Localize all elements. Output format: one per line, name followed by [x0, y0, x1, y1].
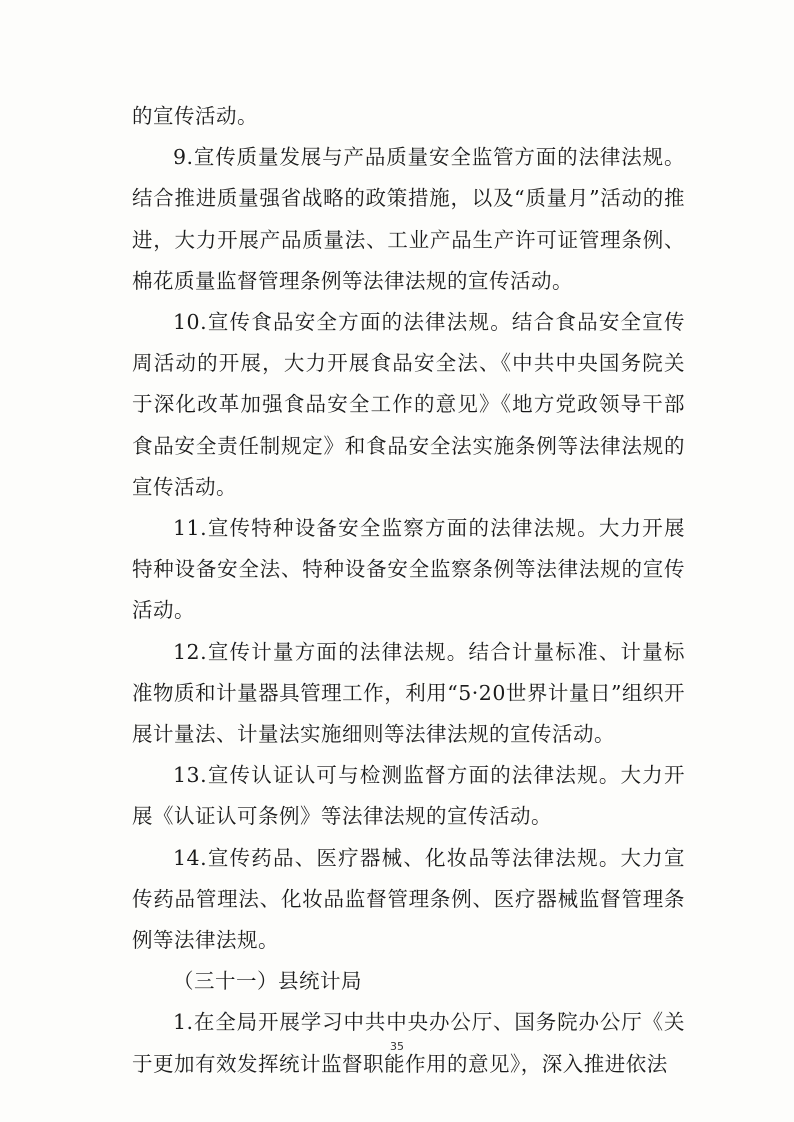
paragraph-item-1: 1.在全局开展学习中共中央办公厅、国务院办公厅《关于更加有效发挥统计监督职能作用的意见》，深入推进依法: [132, 1010, 685, 1076]
paragraph-item-13: 13.宣传认证认可与检测监督方面的法律法规。大力开展《认证认可条例》等法律法规的宣传活动。: [132, 763, 685, 829]
paragraph-item-10: 10.宣传食品安全方面的法律法规。结合食品安全宣传周活动的开展，大力开展食品安全法、《中共中央国务院关于深化改革加强食品安全工作的意见》《地方党政领导干部食品安全责任制规定》和食品安全法实施条例等法律法规的宣传活动。: [132, 310, 685, 499]
paragraph-item-9: 9.宣传质量发展与产品质量安全监管方面的法律法规。结合推进质量强省战略的政策措施，以及“质量月”活动的推进，大力开展产品质量法、工业产品生产许可证管理条例、棉花质量监督管理条例等法律法规的宣传活动。: [132, 145, 685, 293]
paragraph-item-11: 11.宣传特种设备安全监察方面的法律法规。大力开展特种设备安全法、特种设备安全监察条例等法律法规的宣传活动。: [132, 516, 685, 623]
document-body: [132, 96, 685, 1085]
paragraph-item-12: 12.宣传计量方面的法律法规。结合计量标准、计量标准物质和计量器具管理工作，利用“5·20世界计量日”组织开展计量法、计量法实施细则等法律法规的宣传活动。: [132, 639, 685, 747]
section-heading: （三十一）县统计局: [173, 969, 362, 994]
page-number: 35: [390, 1040, 404, 1053]
paragraph-item-14: 14.宣传药品、医疗器械、化妆品等法律法规。大力宣传药品管理法、化妆品监督管理条例、医疗器械监督管理条例等法律法规。: [132, 845, 685, 953]
paragraph-continuation: 的宣传活动。: [132, 104, 258, 128]
